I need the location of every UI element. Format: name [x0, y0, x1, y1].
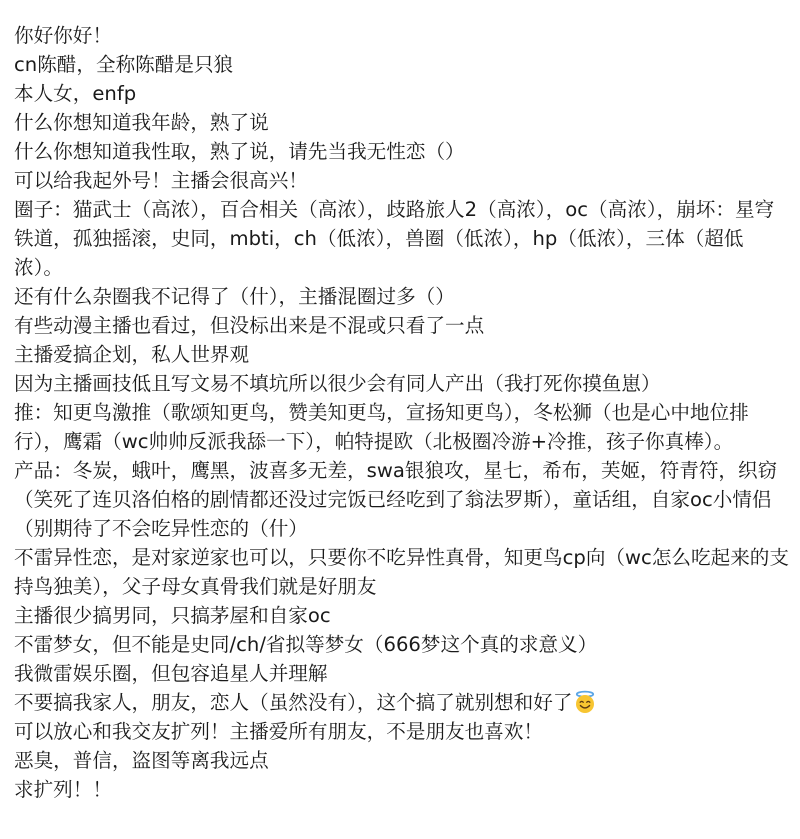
- text-line: 本人女，enfp: [14, 82, 137, 105]
- text-line: 不要搞我家人，朋友，恋人（虽然没有），这个搞了就别想和好了: [14, 691, 573, 714]
- text-line: 什么你想知道我年龄，熟了说: [14, 111, 269, 134]
- text-line: 可以给我起外号！主播会很高兴！: [14, 169, 308, 192]
- text-line: 圈子：猫武士（高浓），百合相关（高浓），歧路旅人2（高浓），oc（高浓），崩坏：星穹铁道，孤独摇滚，史同，mbti，ch（低浓），兽圈（低浓），hp（低浓），三体（超低浓）。: [14, 198, 775, 279]
- text-line: 主播很少搞男同，只搞茅屋和自家oc: [14, 604, 331, 627]
- face-circle: [576, 695, 594, 713]
- text-line: 产品：冬炭，蛾叶，鹰黑，波喜多无差，swa银狼攻，星七，希布，芙姬，符青符，织窃（笑死了连贝洛伯格的剧情都还没过完饭已经吃到了翁法罗斯），童话组，自家oc小情侣（别期待了不会吃异性恋的（什）: [14, 459, 778, 540]
- text-line: 主播爱搞企划，私人世界观: [14, 343, 250, 366]
- profile-intro-text: [14, 21, 789, 804]
- text-line: 不雷异性恋，是对家逆家也可以，只要你不吃异性真骨，知更鸟cp向（wc怎么吃起来的支持鸟独美），父子母女真骨我们就是好朋友: [14, 546, 789, 598]
- smiling-face-with-halo-icon: [573, 690, 597, 714]
- text-line: 你好你好！: [14, 24, 112, 47]
- text-line: 还有什么杂圈我不记得了（什），主播混圈过多（）: [14, 285, 455, 308]
- text-line: 不雷梦女，但不能是史同/ch/省拟等梦女（666梦这个真的求意义）: [14, 633, 598, 656]
- text-line: 求扩列！！: [14, 778, 112, 801]
- text-line: 因为主播画技低且写文易不填坑所以很少会有同人产出（我打死你摸鱼崽）: [14, 372, 661, 395]
- text-line: 有些动漫主播也看过，但没标出来是不混或只看了一点: [14, 314, 485, 337]
- text-line: 我微雷娱乐圈，但包容追星人并理解: [14, 662, 328, 685]
- text-line: 什么你想知道我性取，熟了说，请先当我无性恋（）: [14, 140, 465, 163]
- text-line: 恶臭，普信，盗图等离我远点: [14, 749, 269, 772]
- text-line-with-emoji: [14, 688, 789, 717]
- text-line: 可以放心和我交友扩列！主播爱所有朋友，不是朋友也喜欢！: [14, 720, 544, 743]
- text-line: 推：知更鸟激推（歌颂知更鸟，赞美知更鸟，宣扬知更鸟），冬松狮（也是心中地位排行），鹰霜（wc帅帅反派我舔一下），帕特提欧（北极圈冷游+冷推，孩子你真棒）。: [14, 401, 749, 453]
- text-line: cn陈醋，全称陈醋是只狼: [14, 53, 234, 76]
